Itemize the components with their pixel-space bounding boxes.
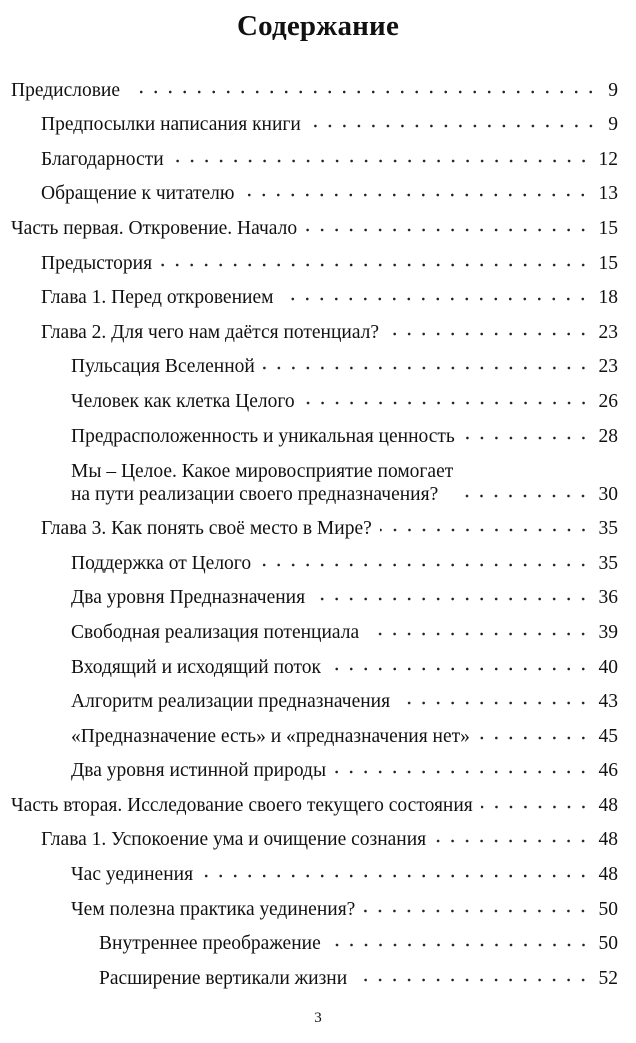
dot-leader (363, 906, 590, 916)
dot-leader (201, 871, 590, 881)
dot-leader (380, 525, 591, 535)
toc-entry-page: 13 (598, 183, 618, 205)
toc-entry-page: 35 (598, 552, 618, 574)
dot-leader (463, 433, 591, 443)
toc-entry-page: 50 (598, 933, 618, 955)
toc-entry[interactable] (0, 578, 636, 613)
dot-leader (334, 767, 590, 777)
toc-entry[interactable] (0, 451, 636, 509)
toc-entry[interactable] (0, 312, 636, 347)
toc-entry-page: 48 (598, 864, 618, 886)
toc-entry[interactable] (0, 889, 636, 924)
toc-entry-title: Глава 1. Успокоение ума и очищение сознания (41, 829, 427, 851)
toc-entry-page: 36 (598, 587, 618, 609)
toc-entry-title: Предпосылки написания книги (41, 114, 301, 136)
dot-leader (242, 190, 590, 200)
toc-entry-page: 50 (598, 898, 618, 920)
toc-entry[interactable] (0, 278, 636, 313)
toc-entry[interactable] (0, 509, 636, 544)
toc-entry[interactable] (0, 70, 636, 105)
toc-entry-page: 23 (598, 321, 618, 343)
toc-entry-title: Алгоритм реализации предназначения (71, 691, 391, 713)
toc-entry-title: Часть вторая. Исследование своего текущего состояния (11, 794, 473, 816)
toc-entry[interactable] (0, 208, 636, 243)
toc-entry[interactable] (0, 612, 636, 647)
dot-leader (160, 260, 590, 270)
toc-entry[interactable] (0, 243, 636, 278)
dot-leader (128, 87, 598, 97)
toc-entry-title: Предыстория (41, 252, 153, 274)
toc-entry[interactable] (0, 820, 636, 855)
dot-leader (398, 698, 590, 708)
toc-entry[interactable] (0, 105, 636, 140)
toc-entry-page: 43 (598, 691, 618, 713)
dot-leader (281, 294, 590, 304)
toc-entry-page: 26 (598, 390, 618, 412)
toc-entry-title: Обращение к читателю (41, 183, 235, 205)
toc-entry[interactable] (0, 543, 636, 578)
toc-entry[interactable] (0, 716, 636, 751)
dot-leader (263, 363, 591, 373)
toc-entry-title: Человек как клетка Целого (71, 390, 295, 412)
toc-entry-page: 46 (598, 760, 618, 782)
toc-entry-page: 45 (598, 725, 618, 747)
toc-entry-page: 9 (608, 114, 618, 136)
toc-entry[interactable] (0, 958, 636, 993)
toc-entry-title: Пульсация Вселенной (71, 356, 255, 378)
toc-entry-title: Глава 2. Для чего нам даётся потенциал? (41, 321, 380, 343)
toc-entry-title: Глава 1. Перед откровением (41, 287, 274, 309)
dot-leader (329, 664, 590, 674)
dot-leader (481, 802, 591, 812)
toc-entry-page: 35 (598, 518, 618, 540)
dot-leader (434, 836, 590, 846)
dot-leader (303, 398, 591, 408)
page-number: 3 (314, 1010, 322, 1026)
toc-entry[interactable] (0, 647, 636, 682)
toc-entry-title: Входящий и исходящий поток (71, 656, 322, 678)
toc-entry-page: 52 (598, 967, 618, 989)
dot-leader (313, 594, 590, 604)
toc-entry-title: Внутреннее преображение (99, 933, 321, 955)
table-of-contents (0, 70, 636, 993)
toc-entry[interactable] (0, 854, 636, 889)
toc-entry-page: 40 (598, 656, 618, 678)
page-title: Содержание (236, 10, 400, 42)
toc-entry-page: 39 (598, 621, 618, 643)
toc-entry[interactable] (0, 751, 636, 786)
toc-entry-title: Часть первая. Откровение. Начало (11, 217, 298, 239)
toc-entry[interactable] (0, 682, 636, 717)
toc-entry[interactable] (0, 416, 636, 451)
toc-entry-page: 23 (598, 356, 618, 378)
toc-entry-title: Предрасположенность и уникальная ценность (71, 425, 455, 447)
dot-leader (259, 560, 590, 570)
toc-entry-page: 30 (598, 483, 618, 505)
dot-leader (305, 225, 590, 235)
toc-entry-page: 28 (598, 425, 618, 447)
toc-entry[interactable] (0, 347, 636, 382)
toc-entry[interactable] (0, 924, 636, 959)
toc-entry-title: Благодарности (41, 148, 164, 170)
toc-entry-title: Чем полезна практика уединения? (71, 898, 356, 920)
dot-leader (387, 329, 590, 339)
toc-entry-title: Два уровня Предназначения (71, 587, 306, 609)
dot-leader (309, 121, 598, 131)
toc-entry-title: Поддержка от Целого (71, 552, 252, 574)
toc-entry-title: Свободная реализация потенциала (71, 621, 360, 643)
toc-entry[interactable] (0, 139, 636, 174)
toc-entry-page: 15 (598, 252, 618, 274)
toc-entry[interactable] (0, 381, 636, 416)
toc-entry[interactable] (0, 785, 636, 820)
toc-entry-page: 15 (598, 217, 618, 239)
dot-leader (355, 975, 590, 985)
toc-entry-page: 48 (598, 829, 618, 851)
dot-leader (172, 156, 591, 166)
dot-leader (478, 733, 591, 743)
toc-entry-page: 48 (598, 794, 618, 816)
toc-entry-page: 12 (598, 148, 618, 170)
toc-entry-page: 9 (608, 79, 618, 101)
toc-entry-title: Расширение вертикали жизни (99, 967, 348, 989)
toc-entry[interactable] (0, 174, 636, 209)
toc-entry-page: 18 (598, 287, 618, 309)
dot-leader (329, 940, 591, 950)
dot-leader (461, 491, 590, 501)
toc-entry-title: Глава 3. Как понять своё место в Мире? (41, 518, 372, 540)
toc-entry-title: Мы – Целое. Какое мировосприятие помогает на пути реализации своего предназначения? (71, 460, 454, 505)
toc-entry-title: «Предназначение есть» и «предназначения нет» (71, 725, 470, 747)
toc-entry-title: Час уединения (71, 864, 194, 886)
toc-entry-title: Два уровня истинной природы (71, 760, 327, 782)
dot-leader (367, 629, 590, 639)
toc-entry-title: Предисловие (11, 79, 121, 101)
